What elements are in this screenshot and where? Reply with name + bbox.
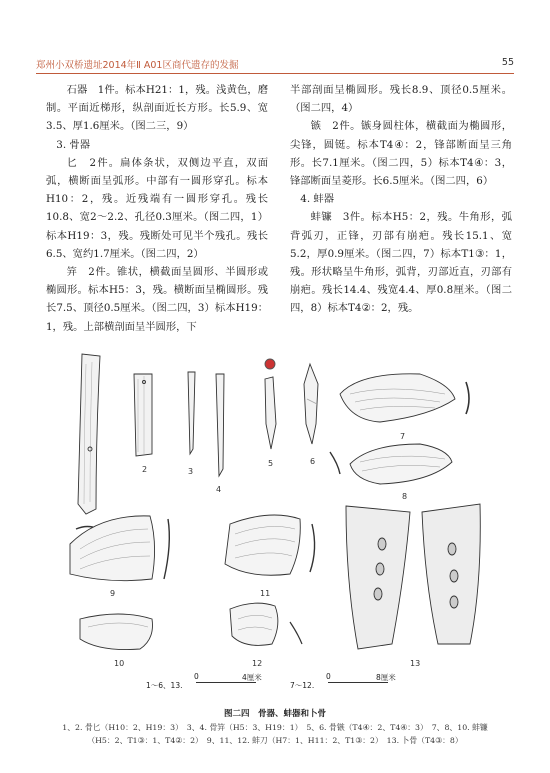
artifact-13-drawing — [346, 504, 480, 668]
section-heading: 3. 骨器 — [56, 138, 90, 151]
artifact-6-drawing — [304, 364, 318, 466]
artifact-9-drawing — [70, 516, 169, 598]
figure-number: 10 — [114, 659, 125, 668]
paragraph: 半部剖面呈椭圆形。残长8.9、顶径0.5厘米。（图二四，4） — [290, 84, 512, 115]
artifact-8-drawing — [330, 444, 452, 501]
artifact-3-drawing — [188, 372, 195, 476]
figure-number: 7 — [400, 432, 406, 441]
scale-right-end: 8厘米 — [376, 673, 396, 682]
artifact-5-drawing — [265, 359, 276, 468]
artifact-4-drawing — [216, 374, 224, 494]
right-text-column — [290, 81, 512, 318]
scale-right-zero: 0 — [326, 672, 331, 681]
scale-left-end: 4厘米 — [242, 673, 262, 682]
figure-number: 2 — [142, 465, 148, 474]
scale-left-range: 1～6、13. — [146, 681, 183, 690]
scale-right-range: 7～12. — [290, 681, 315, 690]
artifact-figure — [40, 344, 512, 696]
figure-number: 8 — [402, 492, 408, 501]
header-rule — [36, 73, 514, 74]
page-number: 55 — [501, 57, 514, 68]
figure-number: 6 — [310, 457, 316, 466]
paragraph: 镞 2件。镞身圆柱体，横截面为椭圆形，尖锋，圆铤。标本T4④：2，锋部断面呈三角形。长7.1厘米。（图二四，5）标本T4④：3，锋部断面呈菱形。长6.5厘米。（图二四，6） — [290, 120, 512, 188]
figure-number: 3 — [188, 467, 194, 476]
figure-number: 12 — [252, 659, 263, 668]
paragraph: 石器 1件。标本H21：1，残。浅黄色，磨制。平面近梯形，纵剖面近长方形。长5.9、宽3.5、厚1.6厘米。（图二三，9） — [46, 84, 268, 133]
artifact-10-drawing — [80, 614, 153, 668]
left-text-column — [46, 81, 268, 336]
section-heading: 4. 蚌器 — [300, 193, 334, 206]
figure-number: 9 — [110, 589, 116, 598]
figure-number: 11 — [260, 589, 271, 598]
scale-left-zero: 0 — [194, 672, 199, 681]
paragraph: 笄 2件。锥状，横截面呈圆形、半圆形或椭圆形。标本H5：3，残。横断面呈椭圆形。残长7.5、顶径0.5厘米。（图二四，3）标本H19：1，残。上部横剖面呈半圆形，下 — [46, 266, 268, 333]
running-header — [36, 57, 514, 71]
journal-title: 郑州小双桥遗址2014年Ⅱ A01区商代遗存的发掘 — [36, 60, 239, 71]
artifact-7-drawing — [340, 374, 469, 441]
figure-number: 13 — [410, 659, 421, 668]
paragraph: 匕 2件。扁体条状，双侧边平直，双面弧，横断面呈弧形。中部有一圆形穿孔。标本H10：2，残。近残端有一圆形穿孔。残长10.8、宽2～2.2、孔径0.3厘米。（图二四，1）标本H19：3，残。残断处可见半个残孔。残长6.5、宽约1.7厘米。（图二四，2） — [46, 156, 268, 260]
artifact-2-drawing — [134, 374, 152, 474]
figure-caption-line: （H5：2、T1③：1、T4②：2） 9、11、12. 蚌刀（H7：1、H11：2、T1③：2） 13. 卜骨（T4③：8） — [87, 736, 463, 745]
artifact-12-drawing — [230, 603, 302, 668]
figure-caption-line: 1、2. 骨匕（H10：2、H19：3） 3、4. 骨笄（H5：3、H19：1） 5、6. 骨镞（T4④：2、T4④：3） 7、8、10. 蚌镰 — [62, 723, 488, 732]
paragraph: 蚌镰 3件。标本H5：2，残。牛角形，弧背弧刃，正锋，刃部有崩疤。残长15.1、宽5.2，厚0.9厘米。（图二四，7）标本T1③：1，残。形状略呈牛角形，弧背，刃部近直，刃部有崩疤。残长14.4、残宽4.4、厚0.8厘米。（图二四，8）标本T4②：2，残。 — [290, 211, 512, 315]
artifact-11-drawing — [225, 515, 315, 598]
scale-bars — [146, 672, 430, 698]
figure-number: 4 — [216, 485, 222, 494]
figure-caption-title: 图二四 骨器、蚌器和卜骨 — [223, 709, 326, 719]
figure-number: 5 — [268, 459, 274, 468]
